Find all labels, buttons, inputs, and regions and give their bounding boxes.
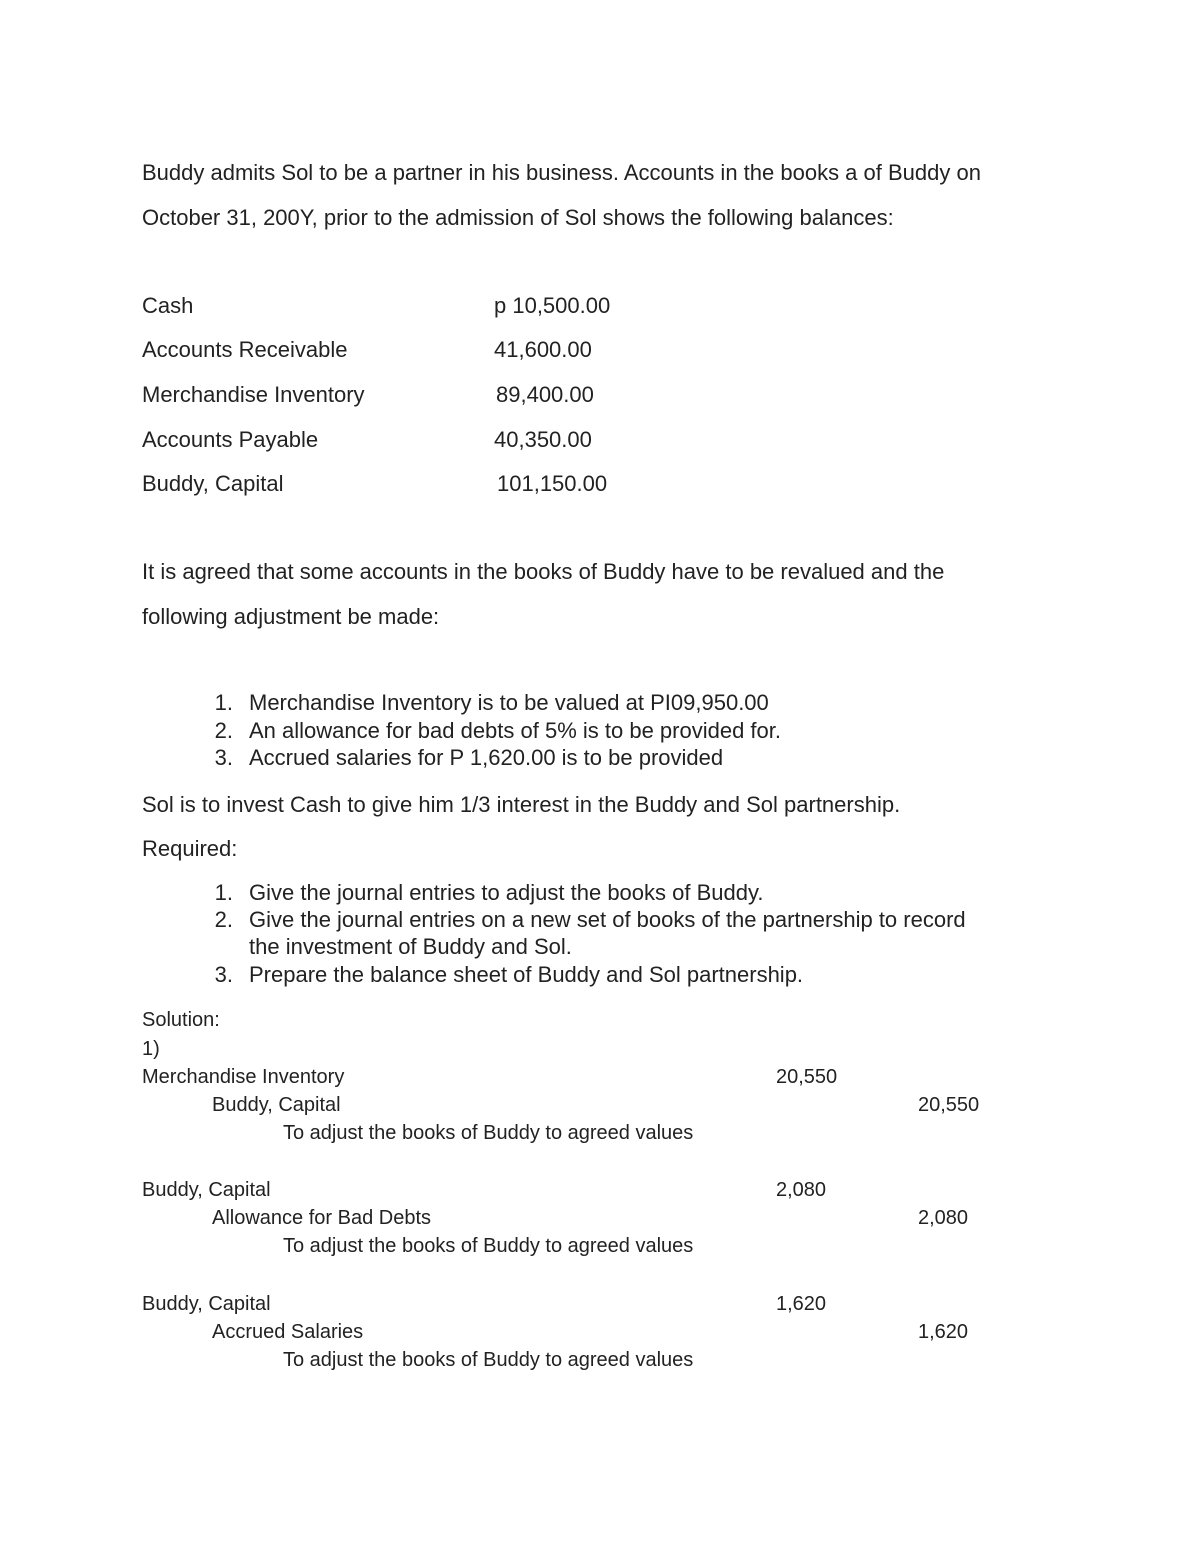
list-item: Give the journal entries to adjust the books of Buddy.: [249, 880, 764, 905]
balance-amount: p 10,500.00: [494, 293, 611, 318]
list-number: 1.: [214, 690, 233, 715]
balance-account: Merchandise Inventory: [142, 382, 365, 407]
list-number: 2.: [214, 718, 233, 743]
list-item: An allowance for bad debts of 5% is to be provided for.: [249, 718, 781, 743]
debit-account: Merchandise Inventory: [142, 1066, 345, 1088]
balance-account: Accounts Receivable: [142, 337, 348, 362]
list-number: 2.: [214, 907, 233, 932]
balance-amount: 41,600.00: [494, 337, 592, 362]
agreement-line-2: following adjustment be made:: [142, 604, 440, 629]
investment-text: Sol is to invest Cash to give him 1/3 interest in the Buddy and Sol partnership.: [142, 792, 901, 817]
credit-account: Accrued Salaries: [212, 1321, 364, 1343]
entry-memo: To adjust the books of Buddy to agreed values: [283, 1235, 694, 1257]
debit-amount: 2,080: [776, 1179, 827, 1201]
list-item: Merchandise Inventory is to be valued at PI09,950.00: [249, 690, 769, 715]
solution-label: Solution:: [142, 1009, 220, 1031]
debit-account: Buddy, Capital: [142, 1179, 271, 1201]
list-number: 3.: [214, 962, 233, 987]
debit-amount: 20,550: [776, 1066, 838, 1088]
list-item: Give the journal entries on a new set of books of the partnership to record: [249, 907, 966, 932]
debit-account: Buddy, Capital: [142, 1293, 271, 1315]
list-number: 3.: [214, 745, 233, 770]
balance-account: Cash: [142, 293, 194, 318]
intro-line-2: October 31, 200Y, prior to the admission of Sol shows the following balances:: [142, 205, 894, 230]
list-item: Accrued salaries for P 1,620.00 is to be provided: [249, 745, 724, 770]
list-item-continuation: the investment of Buddy and Sol.: [249, 934, 572, 959]
entry-memo: To adjust the books of Buddy to agreed values: [283, 1349, 694, 1371]
credit-amount: 1,620: [918, 1321, 969, 1343]
agreement-line-1: It is agreed that some accounts in the books of Buddy have to be revalued and the: [142, 559, 945, 584]
balance-amount: 101,150.00: [497, 471, 608, 496]
debit-amount: 1,620: [776, 1293, 827, 1315]
intro-line-1: Buddy admits Sol to be a partner in his business. Accounts in the books a of Buddy on: [142, 160, 981, 185]
list-item: Prepare the balance sheet of Buddy and Sol partnership.: [249, 962, 804, 987]
balance-amount: 89,400.00: [496, 382, 594, 407]
credit-amount: 2,080: [918, 1207, 969, 1229]
list-number: 1.: [214, 880, 233, 905]
entry-memo: To adjust the books of Buddy to agreed values: [283, 1122, 694, 1144]
balance-amount: 40,350.00: [494, 427, 592, 452]
credit-account: Buddy, Capital: [212, 1094, 341, 1116]
credit-amount: 20,550: [918, 1094, 980, 1116]
credit-account: Allowance for Bad Debts: [212, 1207, 432, 1229]
balance-account: Accounts Payable: [142, 427, 319, 452]
balance-account: Buddy, Capital: [142, 471, 284, 496]
required-label: Required:: [142, 836, 238, 861]
solution-part: 1): [142, 1038, 160, 1060]
